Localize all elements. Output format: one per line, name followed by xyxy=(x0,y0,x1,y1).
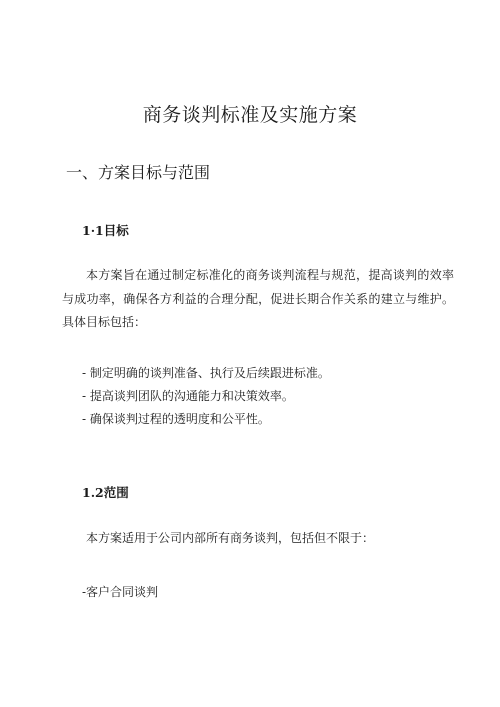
subsection-heading-objectives: 1·1目标 xyxy=(82,223,129,238)
list-item: - 制定明确的谈判准备、执行及后续跟进标准。 xyxy=(82,366,330,380)
objectives-paragraph: 本方案旨在通过制定标准化的商务谈判流程与规范，提高谈判的效率与成功率，确保各方利益的合理分配，促进长期合作关系的建立与维护。具体目标包括： xyxy=(62,268,454,329)
list-item: -客户合同谈判 xyxy=(82,585,159,599)
document-title: 商务谈判标准及实施方案 xyxy=(142,104,358,126)
scope-paragraph: 本方案适用于公司内部所有商务谈判，包括但不限于： xyxy=(86,531,375,545)
list-item: - 提高谈判团队的沟通能力和决策效率。 xyxy=(82,389,294,403)
section-heading-objectives-scope: 一、方案目标与范围 xyxy=(66,163,211,182)
list-item: - 确保谈判过程的透明度和公平性。 xyxy=(82,412,270,426)
objectives-list xyxy=(82,362,330,431)
subsection-heading-scope: 1.2范围 xyxy=(82,485,129,500)
